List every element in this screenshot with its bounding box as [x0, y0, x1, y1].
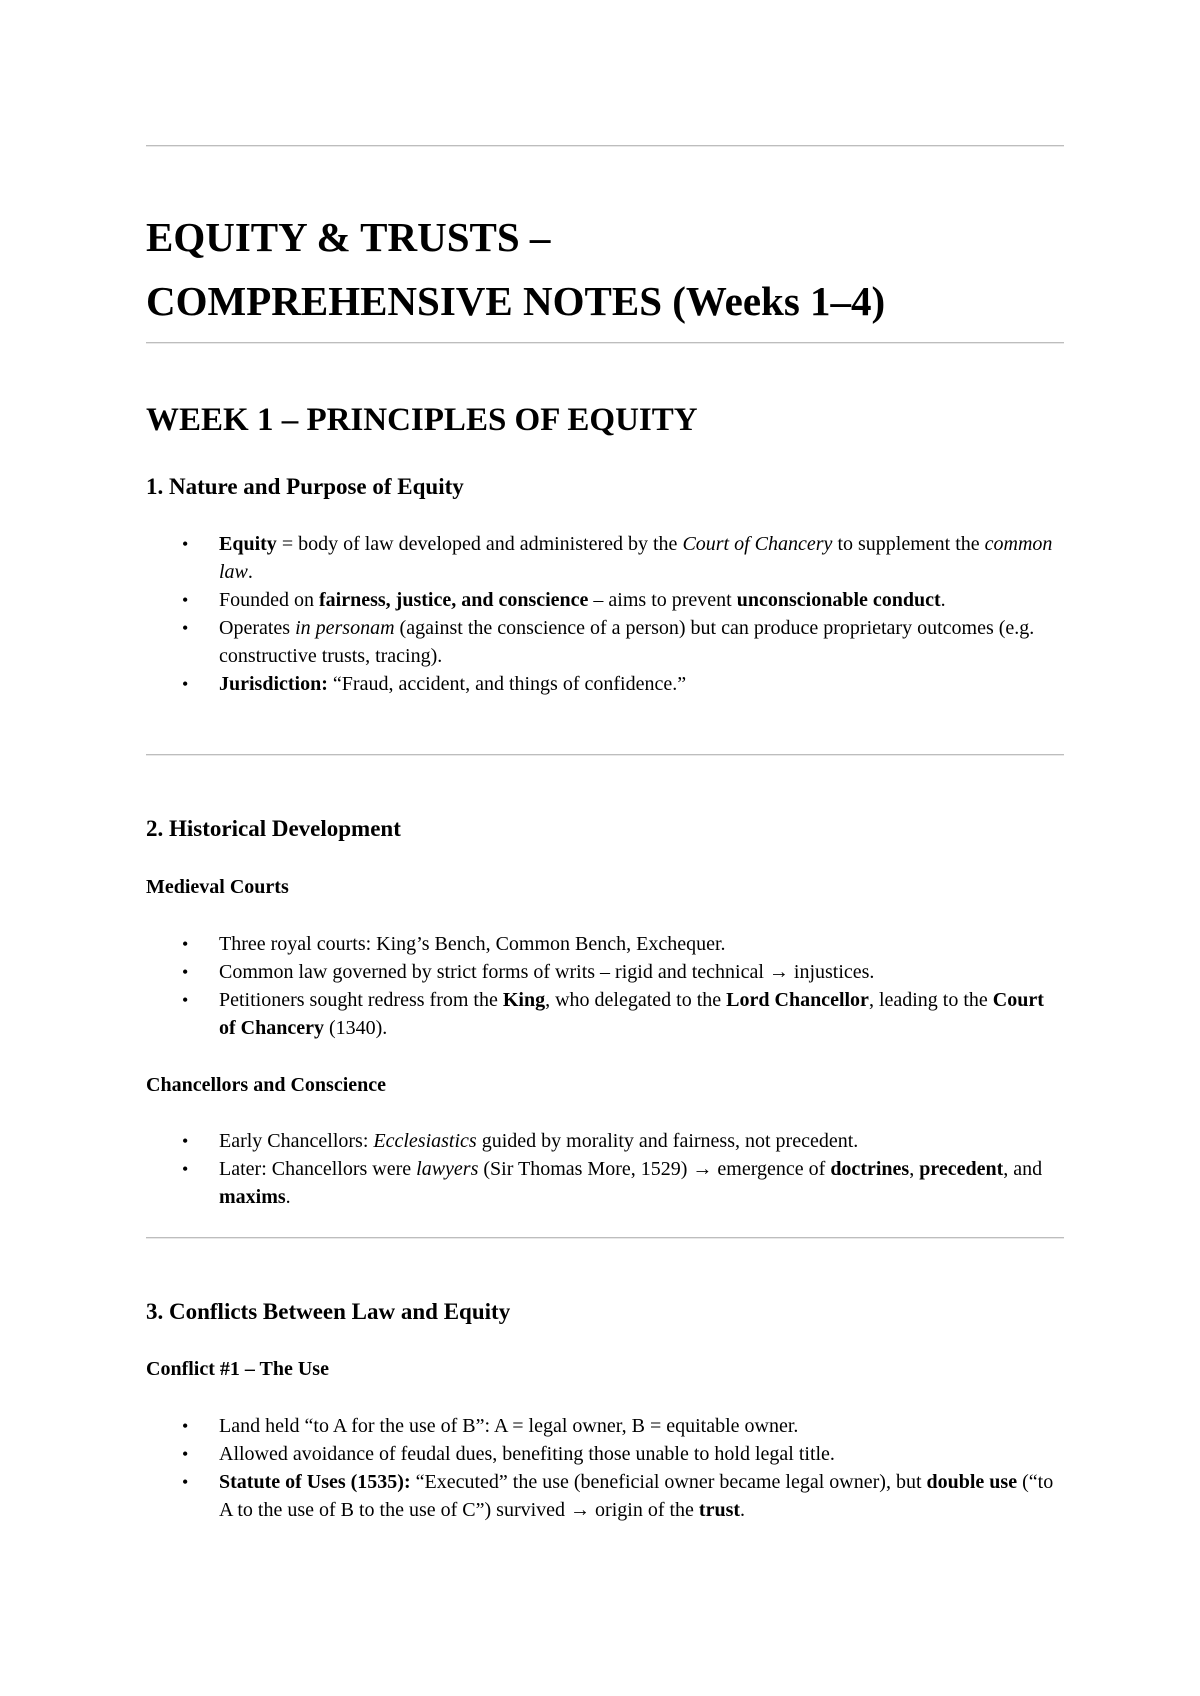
conflict-1-heading: Conflict #1 – The Use [146, 1358, 329, 1380]
horizontal-rule [146, 145, 1064, 147]
list-item: • Later: Chancellors were lawyers (Sir Thomas More, 1529) → emergence of doctrines, precedent, and maxims. [146, 1155, 1064, 1211]
horizontal-rule [146, 1237, 1064, 1239]
list-item: • Statute of Uses (1535): “Executed” the use (beneficial owner became legal owner), but double use (“to A to the use of B to the use of C”) survived → origin of the trust. [146, 1468, 1064, 1524]
list-item: • Allowed avoidance of feudal dues, benefiting those unable to hold legal title. [146, 1440, 1064, 1468]
document-title-line-2: COMPREHENSIVE NOTES (Weeks 1–4) [146, 278, 886, 324]
list-item: • Early Chancellors: Ecclesiastics guided by morality and fairness, not precedent. [146, 1127, 1064, 1155]
list-item: • Three royal courts: King’s Bench, Common Bench, Exchequer. [146, 930, 1064, 958]
medieval-courts-heading: Medieval Courts [146, 876, 289, 898]
chancellors-list [146, 1127, 1064, 1211]
document-page [146, 0, 1064, 1696]
conflict-1-list [146, 1412, 1064, 1524]
section-1-heading: 1. Nature and Purpose of Equity [146, 474, 464, 499]
document-title-line-1: EQUITY & TRUSTS – [146, 214, 551, 260]
list-item: • Petitioners sought redress from the King, who delegated to the Lord Chancellor, leading to the Court of Chancery (1340). [146, 986, 1064, 1042]
section-3-heading: 3. Conflicts Between Law and Equity [146, 1299, 511, 1324]
section-1-list [146, 530, 1064, 698]
section-2-heading: 2. Historical Development [146, 816, 401, 841]
horizontal-rule [146, 754, 1064, 756]
list-item: • Land held “to A for the use of B”: A = legal owner, B = equitable owner. [146, 1412, 1064, 1440]
list-item: • Common law governed by strict forms of writs – rigid and technical → injustices. [146, 958, 1064, 986]
chancellors-heading: Chancellors and Conscience [146, 1074, 386, 1096]
week-1-heading: WEEK 1 – PRINCIPLES OF EQUITY [146, 402, 698, 438]
list-item: • Founded on fairness, justice, and conscience – aims to prevent unconscionable conduct. [146, 586, 1064, 614]
list-item: • Operates in personam (against the conscience of a person) but can produce proprietary outcomes (e.g. constructive trusts, tracing). [146, 614, 1064, 670]
document-title [146, 205, 1064, 333]
horizontal-rule [146, 342, 1064, 344]
list-item: • Jurisdiction: “Fraud, accident, and things of confidence.” [146, 670, 1064, 698]
list-item: • Equity = body of law developed and administered by the Court of Chancery to supplement the common law. [146, 530, 1064, 586]
medieval-courts-list [146, 930, 1064, 1042]
